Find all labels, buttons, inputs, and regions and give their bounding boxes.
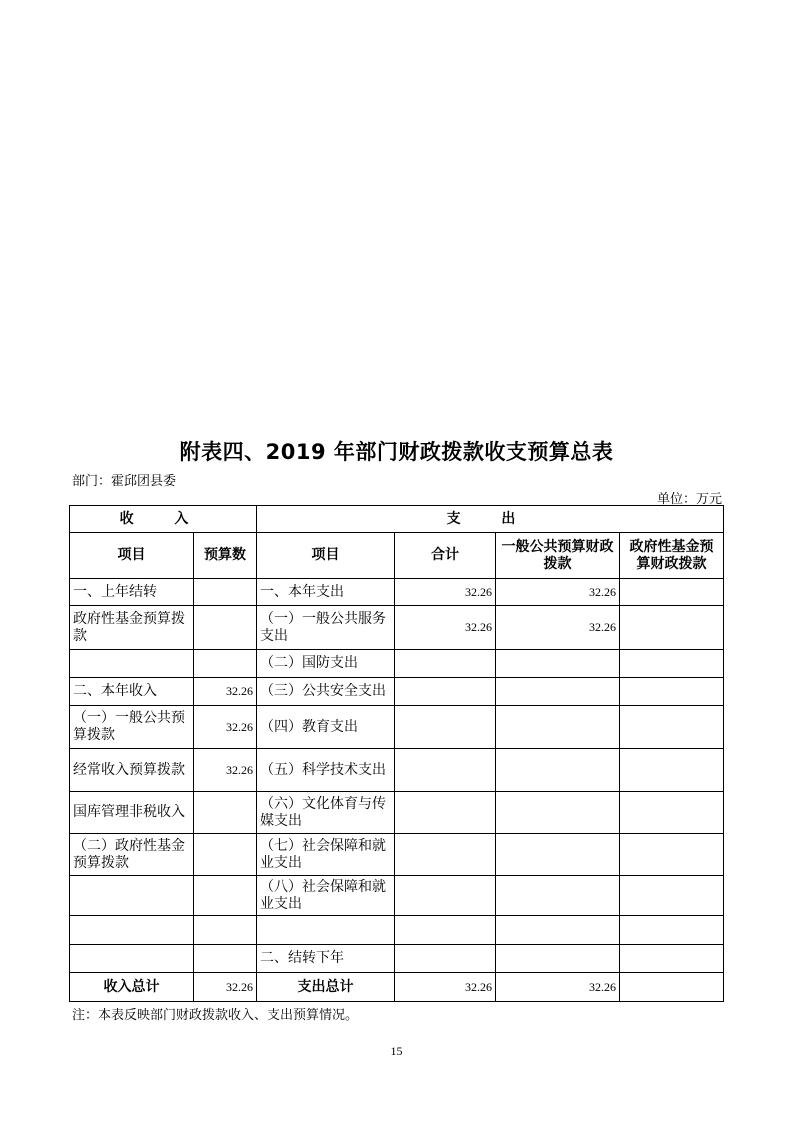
income-amount <box>194 916 257 945</box>
table-row <box>70 945 724 973</box>
expense-fund <box>620 945 724 973</box>
col-header-gov-fund: 政府性基金预算财政拨款 <box>620 533 724 579</box>
income-item: 国库管理非税收入 <box>70 792 194 834</box>
income-item: 经常收入预算拨款 <box>70 749 194 792</box>
income-item <box>70 650 194 678</box>
col-header-expense-item: 项目 <box>257 533 395 579</box>
col-header-total: 合计 <box>395 533 496 579</box>
income-item: 二、本年收入 <box>70 678 194 706</box>
expense-item: （六）文化体育与传媒支出 <box>257 792 395 834</box>
expense-item: （五）科学技术支出 <box>257 749 395 792</box>
expense-general <box>496 706 620 749</box>
income-amount <box>194 650 257 678</box>
expense-general <box>496 834 620 876</box>
income-amount: 32.26 <box>194 706 257 749</box>
income-amount <box>194 876 257 916</box>
income-item: （一）一般公共预算拨款 <box>70 706 194 749</box>
expense-fund <box>620 792 724 834</box>
expense-total-fund <box>620 973 724 1002</box>
expense-item: （三）公共安全支出 <box>257 678 395 706</box>
income-amount: 32.26 <box>194 678 257 706</box>
budget-table <box>69 505 724 1002</box>
expense-total: 32.26 <box>395 606 496 650</box>
income-item <box>70 916 194 945</box>
income-total-amount: 32.26 <box>194 973 257 1002</box>
table-row <box>70 749 724 792</box>
expense-fund <box>620 650 724 678</box>
table-row <box>70 876 724 916</box>
col-header-income-item: 项目 <box>70 533 194 579</box>
income-item: 一、上年结转 <box>70 579 194 606</box>
expense-section-header: 支 出 <box>257 506 724 533</box>
page-number: 15 <box>390 1044 403 1058</box>
col-header-income-budget: 预算数 <box>194 533 257 579</box>
income-amount <box>194 792 257 834</box>
table-row <box>70 579 724 606</box>
income-section-header: 收 入 <box>70 506 257 533</box>
expense-fund <box>620 749 724 792</box>
income-item <box>70 945 194 973</box>
expense-total <box>395 678 496 706</box>
expense-total <box>395 706 496 749</box>
table-row <box>70 706 724 749</box>
income-item: （二）政府性基金预算拨款 <box>70 834 194 876</box>
expense-total: 32.26 <box>395 579 496 606</box>
table-column-header-row <box>70 533 724 579</box>
expense-general <box>496 749 620 792</box>
expense-total-label: 支出总计 <box>257 973 395 1002</box>
table-row <box>70 650 724 678</box>
expense-item: 二、结转下年 <box>257 945 395 973</box>
table-note: 注：本表反映部门财政拨款收入、支出预算情况。 <box>72 1008 359 1023</box>
expense-general <box>496 876 620 916</box>
expense-total <box>395 834 496 876</box>
table-row <box>70 792 724 834</box>
expense-total-general: 32.26 <box>496 973 620 1002</box>
expense-total-sum: 32.26 <box>395 973 496 1002</box>
income-amount <box>194 834 257 876</box>
table-row <box>70 834 724 876</box>
income-amount <box>194 945 257 973</box>
department-label: 部门：霍邱团县委 <box>72 474 177 489</box>
expense-general <box>496 678 620 706</box>
col-header-general-budget: 一般公共预算财政拨款 <box>496 533 620 579</box>
expense-total <box>395 650 496 678</box>
expense-fund <box>620 606 724 650</box>
expense-total <box>395 945 496 973</box>
expense-total <box>395 916 496 945</box>
expense-fund <box>620 579 724 606</box>
expense-item: （一）一般公共服务支出 <box>257 606 395 650</box>
expense-item: （四）教育支出 <box>257 706 395 749</box>
expense-item <box>257 916 395 945</box>
expense-fund <box>620 876 724 916</box>
income-amount <box>194 606 257 650</box>
income-total-label: 收入总计 <box>70 973 194 1002</box>
expense-general <box>496 916 620 945</box>
expense-general: 32.26 <box>496 606 620 650</box>
expense-general <box>496 650 620 678</box>
table-section-header-row <box>70 506 724 533</box>
expense-total <box>395 749 496 792</box>
page-title: 附表四、2019 年部门财政拨款收支预算总表 <box>179 440 614 464</box>
income-amount <box>194 579 257 606</box>
expense-fund <box>620 678 724 706</box>
expense-item: （八）社会保障和就业支出 <box>257 876 395 916</box>
expense-total <box>395 792 496 834</box>
table-row <box>70 678 724 706</box>
unit-label: 单位：万元 <box>656 492 722 507</box>
expense-general <box>496 792 620 834</box>
expense-item: （七）社会保障和就业支出 <box>257 834 395 876</box>
expense-total <box>395 876 496 916</box>
income-item <box>70 876 194 916</box>
totals-row <box>70 973 724 1002</box>
expense-fund <box>620 834 724 876</box>
expense-fund <box>620 916 724 945</box>
expense-item: （二）国防支出 <box>257 650 395 678</box>
table-row <box>70 606 724 650</box>
table-row <box>70 916 724 945</box>
expense-general: 32.26 <box>496 579 620 606</box>
expense-general <box>496 945 620 973</box>
expense-item: 一、本年支出 <box>257 579 395 606</box>
income-item: 政府性基金预算拨款 <box>70 606 194 650</box>
expense-fund <box>620 706 724 749</box>
income-amount: 32.26 <box>194 749 257 792</box>
